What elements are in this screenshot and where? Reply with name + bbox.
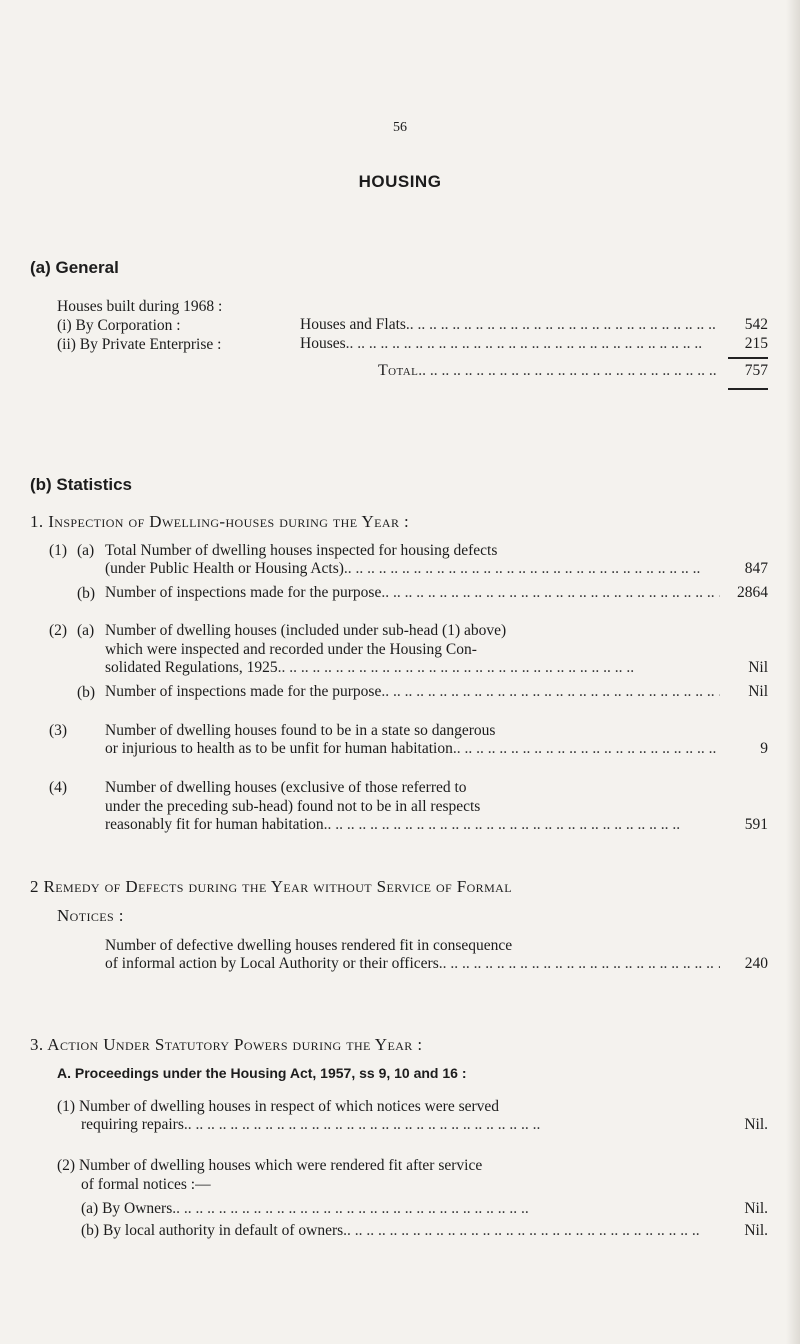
- s1-item2-line1: Number of inspections made for the purpose: [105, 584, 382, 601]
- s3-item2b-label: (b) By local authority in default of owners: [81, 1222, 344, 1239]
- leader-dots: [406, 316, 720, 334]
- leader-dots: [344, 560, 720, 578]
- s1-item5-num: (3): [49, 722, 68, 739]
- s3-item2b-value: Nil.: [744, 1222, 768, 1239]
- total-label: Total: [378, 362, 419, 379]
- s1-item3-value: Nil: [748, 659, 768, 676]
- row-corporation-value: 542: [744, 316, 768, 333]
- s1-item2-row: [105, 584, 768, 602]
- s1-item3-line1: Number of dwelling houses (included under sub-head (1) above): [105, 622, 507, 639]
- row-corporation-label: (i) By Corporation :: [57, 317, 181, 334]
- leader-dots: [172, 1200, 720, 1218]
- s1-item6-value: 591: [744, 816, 768, 833]
- s3-item2a-label: (a) By Owners: [81, 1200, 173, 1217]
- row-corporation-type: Houses and Flats: [300, 316, 406, 333]
- page-edge-shadow: [786, 0, 800, 1344]
- s3-item2-line2: of formal notices :—: [81, 1176, 211, 1193]
- s1-heading: 1. Inspection of Dwelling-houses during the Year :: [30, 512, 410, 531]
- leader-dots: [381, 584, 720, 602]
- s1-item3-sub: (a): [77, 622, 95, 639]
- s1-item1-line2: (under Public Health or Housing Acts): [105, 560, 344, 577]
- s2-line2: of informal action by Local Authority or their officers: [105, 955, 439, 972]
- s1-item3-line3: solidated Regulations, 1925: [105, 659, 278, 676]
- s3-item2a-row: [81, 1200, 768, 1218]
- s1-item4-value: Nil: [748, 683, 768, 700]
- s1-item2-sub: (b): [77, 585, 96, 602]
- s1-item5-value: 9: [760, 740, 768, 757]
- total-value: 757: [744, 362, 768, 379]
- s1-item6-line1: Number of dwelling houses (exclusive of those referred to: [105, 779, 467, 796]
- s3-item1-line1: (1) Number of dwelling houses in respect of which notices were served: [57, 1098, 500, 1115]
- s1-item6-line3: reasonably fit for human habitation: [105, 816, 324, 833]
- row-private-type: Houses: [300, 335, 346, 352]
- row-private: [300, 335, 768, 353]
- s1-item5-line2: or injurious to health as to be unfit for human habitation: [105, 740, 453, 757]
- s3-item2-line1: (2) Number of dwelling houses which were rendered fit after service: [57, 1157, 483, 1174]
- s1-item1-line1: Total Number of dwelling houses inspected for housing defects: [105, 542, 498, 559]
- section-a-intro: Houses built during 1968 :: [57, 298, 223, 315]
- leader-dots: [343, 1222, 720, 1240]
- s1-item3-num: (2): [49, 622, 68, 639]
- s1-item1-num: (1): [49, 542, 68, 559]
- s3-heading: 3. Action Under Statutory Powers during the Year :: [30, 1035, 423, 1054]
- s1-item5-row: [105, 740, 768, 758]
- s1-item6-line2: under the preceding sub-head) found not to be in all respects: [105, 798, 481, 815]
- total-rule-top: [728, 357, 768, 359]
- section-a-heading: (a) General: [30, 258, 119, 277]
- s1-item3-row: [105, 659, 768, 677]
- leader-dots: [278, 659, 720, 677]
- row-corporation: [300, 316, 768, 334]
- s1-item1-sub: (a): [77, 542, 95, 559]
- page-number: 56: [393, 120, 407, 135]
- s3-item1-row: [81, 1116, 768, 1134]
- total-rule-bottom: [728, 388, 768, 390]
- s1-item5-line1: Number of dwelling houses found to be in a state so dangerous: [105, 722, 496, 739]
- leader-dots: [418, 362, 720, 380]
- s1-item2-value: 2864: [737, 584, 768, 601]
- s3-item1-line2: requiring repairs: [81, 1116, 184, 1133]
- page-title: HOUSING: [358, 172, 442, 191]
- s3-item2a-value: Nil.: [744, 1200, 768, 1217]
- s2-row: [105, 955, 768, 973]
- s1-item6-num: (4): [49, 779, 68, 796]
- s1-item4-sub: (b): [77, 684, 96, 701]
- row-total: [378, 362, 768, 380]
- s1-item4-line1: Number of inspections made for the purpose: [105, 683, 382, 700]
- s1-item3-line2: which were inspected and recorded under the Housing Con-: [105, 641, 477, 658]
- row-private-label: (ii) By Private Enterprise :: [57, 336, 222, 353]
- leader-dots: [439, 955, 720, 973]
- leader-dots: [346, 335, 720, 353]
- s3-subheading: A. Proceedings under the Housing Act, 1957, ss 9, 10 and 16 :: [57, 1065, 467, 1081]
- row-private-value: 215: [744, 335, 768, 352]
- s1-item1-row: [105, 560, 768, 578]
- s3-item2b-row: [81, 1222, 768, 1240]
- s1-item1-value: 847: [744, 560, 768, 577]
- leader-dots: [184, 1116, 720, 1134]
- s3-item1-value: Nil.: [744, 1116, 768, 1133]
- s1-item6-row: [105, 816, 768, 834]
- s2-heading-line2: Notices :: [57, 906, 124, 925]
- leader-dots: [453, 740, 720, 758]
- leader-dots: [324, 816, 720, 834]
- s2-value: 240: [744, 955, 768, 972]
- s2-line1: Number of defective dwelling houses rendered fit in consequence: [105, 937, 513, 954]
- s1-item4-row: [105, 683, 768, 701]
- s2-heading-line1: 2 Remedy of Defects during the Year without Service of Formal: [30, 877, 512, 896]
- leader-dots: [381, 683, 720, 701]
- section-b-heading: (b) Statistics: [30, 475, 133, 494]
